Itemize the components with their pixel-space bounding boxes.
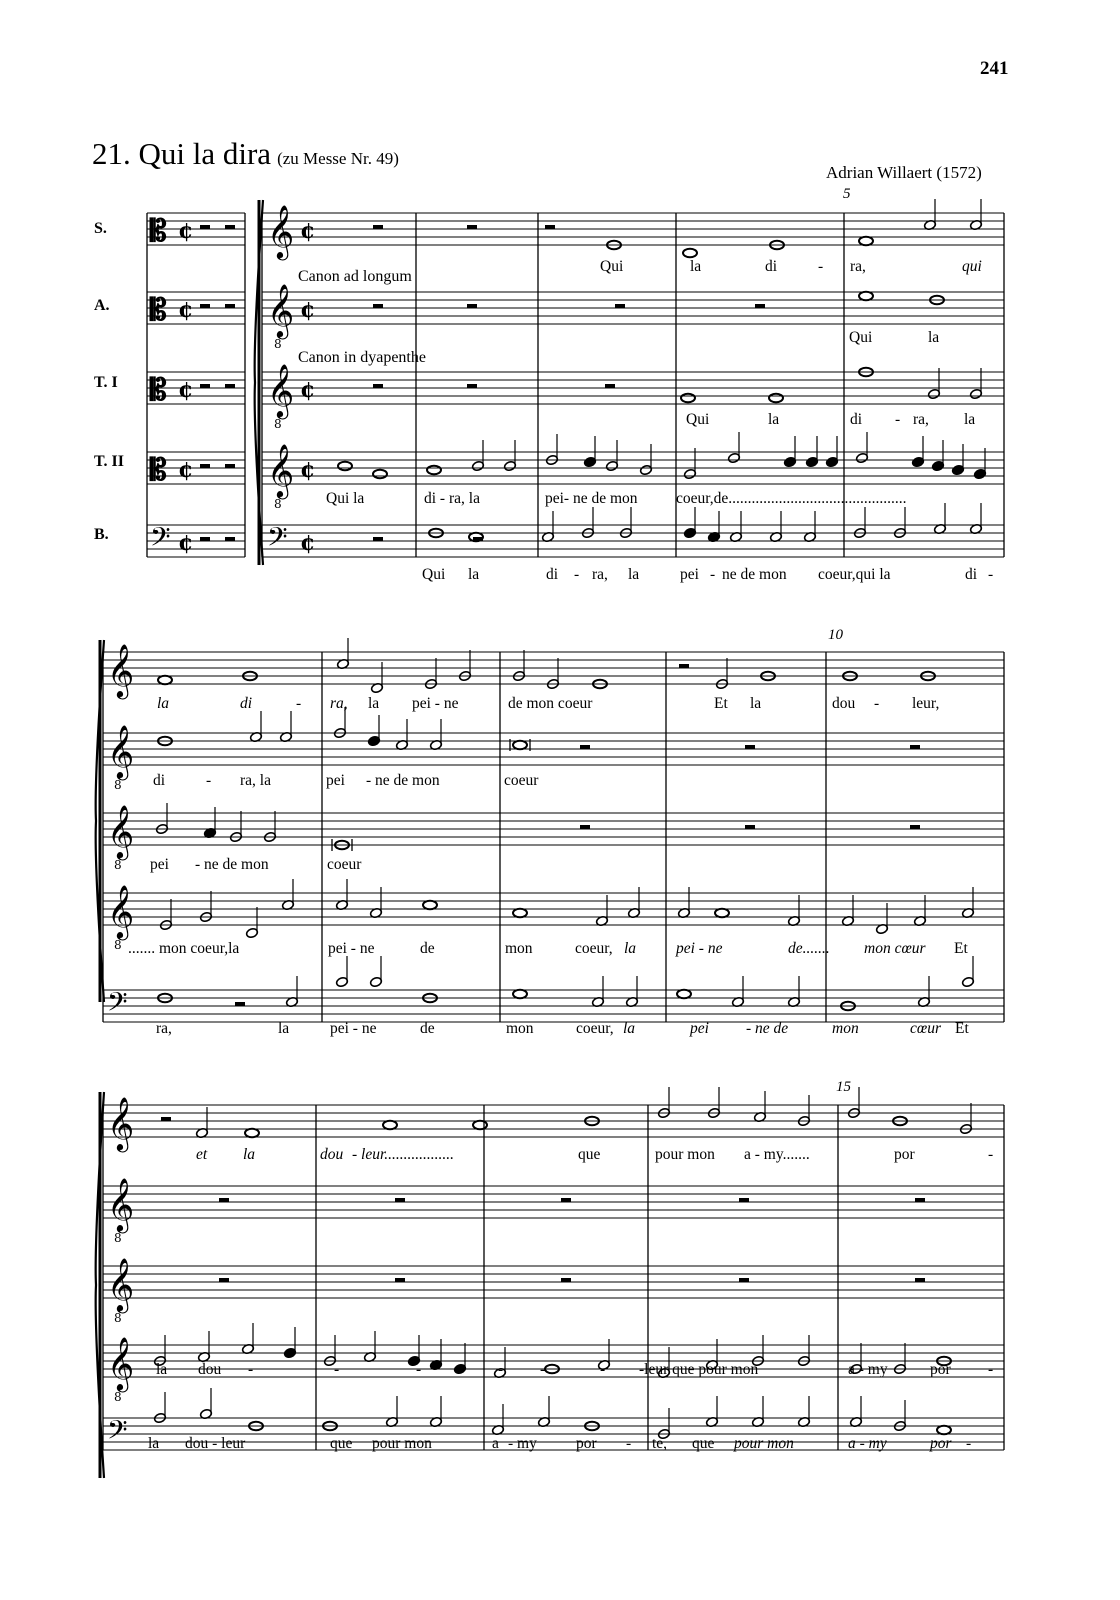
treble-clef: 𝄞: [107, 724, 135, 778]
lyric: - ne de: [746, 1020, 789, 1037]
whole-rest: [467, 225, 477, 229]
half-rest: [200, 384, 210, 388]
treble-clef: 𝄞: [107, 1257, 135, 1311]
lyric: -: [248, 1361, 254, 1378]
lyric: -: [966, 1435, 972, 1452]
lyric: coeur,: [576, 1020, 614, 1037]
lyric: la: [278, 1020, 290, 1037]
octave-mark: 8: [114, 1311, 122, 1325]
whole-rest: [545, 225, 555, 229]
lyric: -: [540, 1361, 546, 1378]
lyric: por: [576, 1435, 597, 1452]
lyric: la: [156, 1361, 168, 1378]
whole-rest: [580, 825, 590, 829]
half-rest: [200, 304, 210, 308]
lyric: -: [626, 1435, 632, 1452]
treble-clef: 𝄞: [107, 1177, 135, 1231]
piece-name: Qui la dira: [138, 136, 272, 171]
octave-mark: 8: [114, 858, 122, 872]
whole-note: [245, 1129, 259, 1137]
lyric: -: [574, 566, 580, 583]
c-clef: 𝄡: [150, 214, 167, 249]
bass-clef: 𝄢: [107, 986, 128, 1024]
lyric: de: [420, 1020, 435, 1037]
whole-rest: [219, 1278, 229, 1282]
lyric: di: [240, 695, 253, 712]
lyric: la: [468, 566, 480, 583]
lyric: -: [710, 566, 716, 583]
lyric: la: [690, 258, 702, 275]
voice-label-tenor1: T. I: [94, 374, 118, 391]
lyric: di: [546, 566, 559, 583]
lyric: coeur,: [575, 940, 613, 957]
lyric: la: [148, 1435, 160, 1452]
lyric: -: [895, 411, 901, 428]
lyric: -: [206, 772, 212, 789]
lyric: la: [964, 411, 976, 428]
half-rest: [200, 225, 210, 229]
lyric: Qui la: [326, 490, 365, 507]
lyric: por: [930, 1435, 952, 1452]
lyric: que: [330, 1435, 353, 1452]
lyric: por: [894, 1146, 915, 1163]
whole-note: [513, 909, 527, 917]
whole-rest: [745, 825, 755, 829]
octave-mark: 8: [274, 337, 282, 351]
lyric: -: [600, 1361, 606, 1378]
time-signature: ¢: [178, 457, 194, 483]
lyric: pour mon: [655, 1146, 715, 1163]
lyric: Qui: [600, 258, 624, 275]
lyric: di: [153, 772, 166, 789]
lyric: -: [818, 258, 824, 275]
lyric: pour mon: [734, 1435, 794, 1452]
lyric: dou: [198, 1361, 222, 1378]
octave-mark: 8: [114, 938, 122, 952]
time-signature: ¢: [300, 297, 316, 323]
lyric: -: [460, 1361, 466, 1378]
lyric: di: [765, 258, 778, 275]
time-signature: ¢: [300, 457, 316, 483]
whole-note: [513, 990, 527, 998]
whole-note: [715, 909, 729, 917]
lyric: mon: [505, 940, 533, 957]
lyric: ra,: [592, 566, 608, 583]
lyric: -: [874, 695, 880, 712]
lyric: de.......: [788, 940, 830, 957]
piece-subtitle: (zu Messe Nr. 49): [277, 149, 399, 168]
whole-rest: [373, 537, 383, 541]
lyric: pei - ne: [676, 940, 723, 957]
lyric: -: [498, 1361, 504, 1378]
whole-note: [373, 470, 387, 478]
lyric: Et: [714, 695, 728, 712]
lyric: -: [988, 1361, 994, 1378]
lyric: que: [578, 1146, 601, 1163]
voice-label-bass: B.: [94, 526, 109, 543]
measure-number: 15: [836, 1079, 851, 1095]
lyric: a: [492, 1435, 499, 1452]
lyric: a - my: [848, 1361, 888, 1378]
whole-rest: [373, 225, 383, 229]
lyric: la: [750, 695, 762, 712]
half-rest: [225, 464, 235, 468]
whole-rest: [910, 745, 920, 749]
half-rest: [225, 537, 235, 541]
lyric: di - ra, la: [424, 490, 480, 507]
half-rest: [235, 1002, 245, 1006]
lyric: de mon coeur: [508, 695, 593, 712]
voice-label-soprano: S.: [94, 220, 107, 237]
lyric: -: [416, 1361, 422, 1378]
lyric: - leur..................: [352, 1146, 455, 1163]
lyric: pei - ne: [328, 940, 375, 957]
time-signature: ¢: [178, 530, 194, 556]
page-number: 241: [980, 58, 1009, 79]
half-rest: [225, 225, 235, 229]
lyric: Et: [954, 940, 968, 957]
lyric: pei- ne de mon: [545, 490, 638, 507]
lyric: -: [988, 566, 994, 583]
lyric: mon: [832, 1020, 859, 1037]
half-rest: [200, 537, 210, 541]
piece-number: 21.: [92, 136, 131, 171]
lyric: - ne de mon: [195, 856, 269, 873]
whole-note: [859, 237, 873, 245]
bass-clef: 𝄢: [107, 1414, 128, 1452]
lyric: la: [628, 566, 640, 583]
canon-direction-tenor1: Canon in dyapenthe: [298, 349, 426, 366]
time-signature: ¢: [178, 218, 194, 244]
lyric: dou - leur: [185, 1435, 246, 1452]
half-rest: [200, 464, 210, 468]
whole-rest: [910, 825, 920, 829]
lyric: dou: [832, 695, 856, 712]
lyric: la: [243, 1146, 256, 1163]
lyric: Et: [955, 1020, 969, 1037]
whole-rest: [605, 384, 615, 388]
lyric: pei: [680, 566, 699, 583]
half-rest: [225, 304, 235, 308]
whole-note: [677, 990, 691, 998]
lyric: cœur: [910, 1020, 941, 1037]
octave-mark: 8: [114, 1390, 122, 1404]
lyric: -leur que pour mon: [639, 1361, 759, 1378]
whole-rest: [745, 745, 755, 749]
breve-note: [513, 741, 527, 749]
lyric: que: [692, 1435, 715, 1452]
lyric: a - my.......: [744, 1146, 810, 1163]
lyric: de: [420, 940, 435, 957]
whole-rest: [561, 1278, 571, 1282]
time-signature: ¢: [300, 377, 316, 403]
lyric: ra,: [913, 411, 929, 428]
treble-clef: 𝄞: [107, 884, 135, 938]
lyric: la: [624, 940, 637, 957]
lyric: pei - ne: [412, 695, 459, 712]
whole-rest: [373, 384, 383, 388]
lyric: leur,: [912, 695, 940, 712]
lyric: pour mon: [372, 1435, 432, 1452]
lyric: qui: [962, 258, 982, 275]
lyric: ra,: [156, 1020, 172, 1037]
time-signature: ¢: [178, 297, 194, 323]
lyric: di: [850, 411, 863, 428]
whole-rest: [915, 1198, 925, 1202]
lyric: mon cœur: [864, 940, 926, 957]
half-rest: [679, 664, 689, 668]
octave-mark: 8: [274, 417, 282, 431]
lyric: Qui: [422, 566, 446, 583]
lyric: - my: [508, 1435, 537, 1452]
lyric: la: [157, 695, 170, 712]
c-clef: 𝄡: [150, 293, 167, 328]
lyric: coeur: [327, 856, 362, 873]
half-rest: [225, 384, 235, 388]
bass-clef: 𝄢: [150, 521, 171, 559]
lyric: di: [965, 566, 978, 583]
octave-mark: 8: [114, 778, 122, 792]
lyric: te,: [652, 1435, 668, 1452]
lyric: a - my: [848, 1435, 887, 1452]
time-signature: ¢: [178, 377, 194, 403]
lyric: ra, la: [240, 772, 271, 789]
lyric: ne de mon: [722, 566, 787, 583]
lyric: Qui: [849, 329, 873, 346]
lyric: coeur,de..............................................: [676, 490, 907, 507]
lyric: pei: [326, 772, 345, 789]
whole-rest: [395, 1278, 405, 1282]
octave-mark: 8: [274, 497, 282, 511]
whole-rest: [561, 1198, 571, 1202]
whole-note: [769, 394, 783, 402]
lyric: la: [928, 329, 940, 346]
whole-note: [383, 1121, 397, 1129]
whole-rest: [219, 1198, 229, 1202]
measure-number: 10: [828, 627, 843, 643]
whole-note: [338, 462, 352, 470]
treble-clef: 𝄞: [107, 1096, 135, 1150]
whole-rest: [755, 304, 765, 308]
lyric: dou: [320, 1146, 344, 1163]
lyric: Qui: [686, 411, 710, 428]
whole-note: [937, 1426, 951, 1434]
time-signature: ¢: [300, 218, 316, 244]
whole-rest: [580, 745, 590, 749]
half-rest: [161, 1117, 171, 1121]
lyric: ra,: [850, 258, 866, 275]
lyric: la: [623, 1020, 636, 1037]
bass-clef: 𝄢: [267, 521, 288, 559]
lyric: coeur: [504, 772, 539, 789]
whole-rest: [373, 304, 383, 308]
treble-clef: 𝄞: [267, 363, 295, 417]
whole-rest: [467, 384, 477, 388]
treble-clef: 𝄞: [107, 804, 135, 858]
c-clef: 𝄡: [150, 373, 167, 408]
lyric: - ne de mon: [366, 772, 440, 789]
whole-rest: [395, 1198, 405, 1202]
lyric: por: [930, 1361, 951, 1378]
whole-rest: [467, 304, 477, 308]
lyric: la: [768, 411, 780, 428]
whole-rest: [615, 304, 625, 308]
treble-clef: 𝄞: [107, 643, 135, 697]
lyric: pei: [150, 856, 169, 873]
lyric: pei - ne: [330, 1020, 377, 1037]
lyric: -: [988, 1146, 994, 1163]
lyric: ra,: [330, 695, 348, 712]
whole-note: [859, 292, 873, 300]
treble-clef: 𝄞: [267, 443, 295, 497]
c-clef: 𝄡: [150, 453, 167, 488]
whole-note: [158, 676, 172, 684]
time-signature: ¢: [300, 530, 316, 556]
lyric: mon: [506, 1020, 534, 1037]
whole-rest: [915, 1278, 925, 1282]
whole-note: [681, 394, 695, 402]
lyric: et: [196, 1146, 208, 1163]
whole-note: [473, 1121, 487, 1129]
measure-number: 5: [843, 186, 851, 202]
treble-clef: 𝄞: [267, 283, 295, 337]
voice-label-alto: A.: [94, 297, 110, 314]
voice-label-tenor2: T. II: [94, 453, 124, 470]
whole-rest: [739, 1198, 749, 1202]
whole-note: [683, 249, 697, 257]
whole-rest: [739, 1278, 749, 1282]
treble-clef: 𝄞: [107, 1336, 135, 1390]
lyric: -: [296, 695, 302, 712]
lyric: la: [368, 695, 380, 712]
lyric: -: [334, 1361, 340, 1378]
lyric: coeur,qui la: [818, 566, 891, 583]
octave-mark: 8: [114, 1231, 122, 1245]
canon-direction-alto: Canon ad longum: [298, 268, 412, 285]
lyric: ....... mon coeur,la: [128, 940, 240, 957]
treble-clef: 𝄞: [267, 204, 295, 258]
composer-credit: Adrian Willaert (1572): [826, 163, 982, 182]
whole-note: [423, 901, 437, 909]
whole-note: [427, 466, 441, 474]
lyric: pei: [690, 1020, 709, 1037]
